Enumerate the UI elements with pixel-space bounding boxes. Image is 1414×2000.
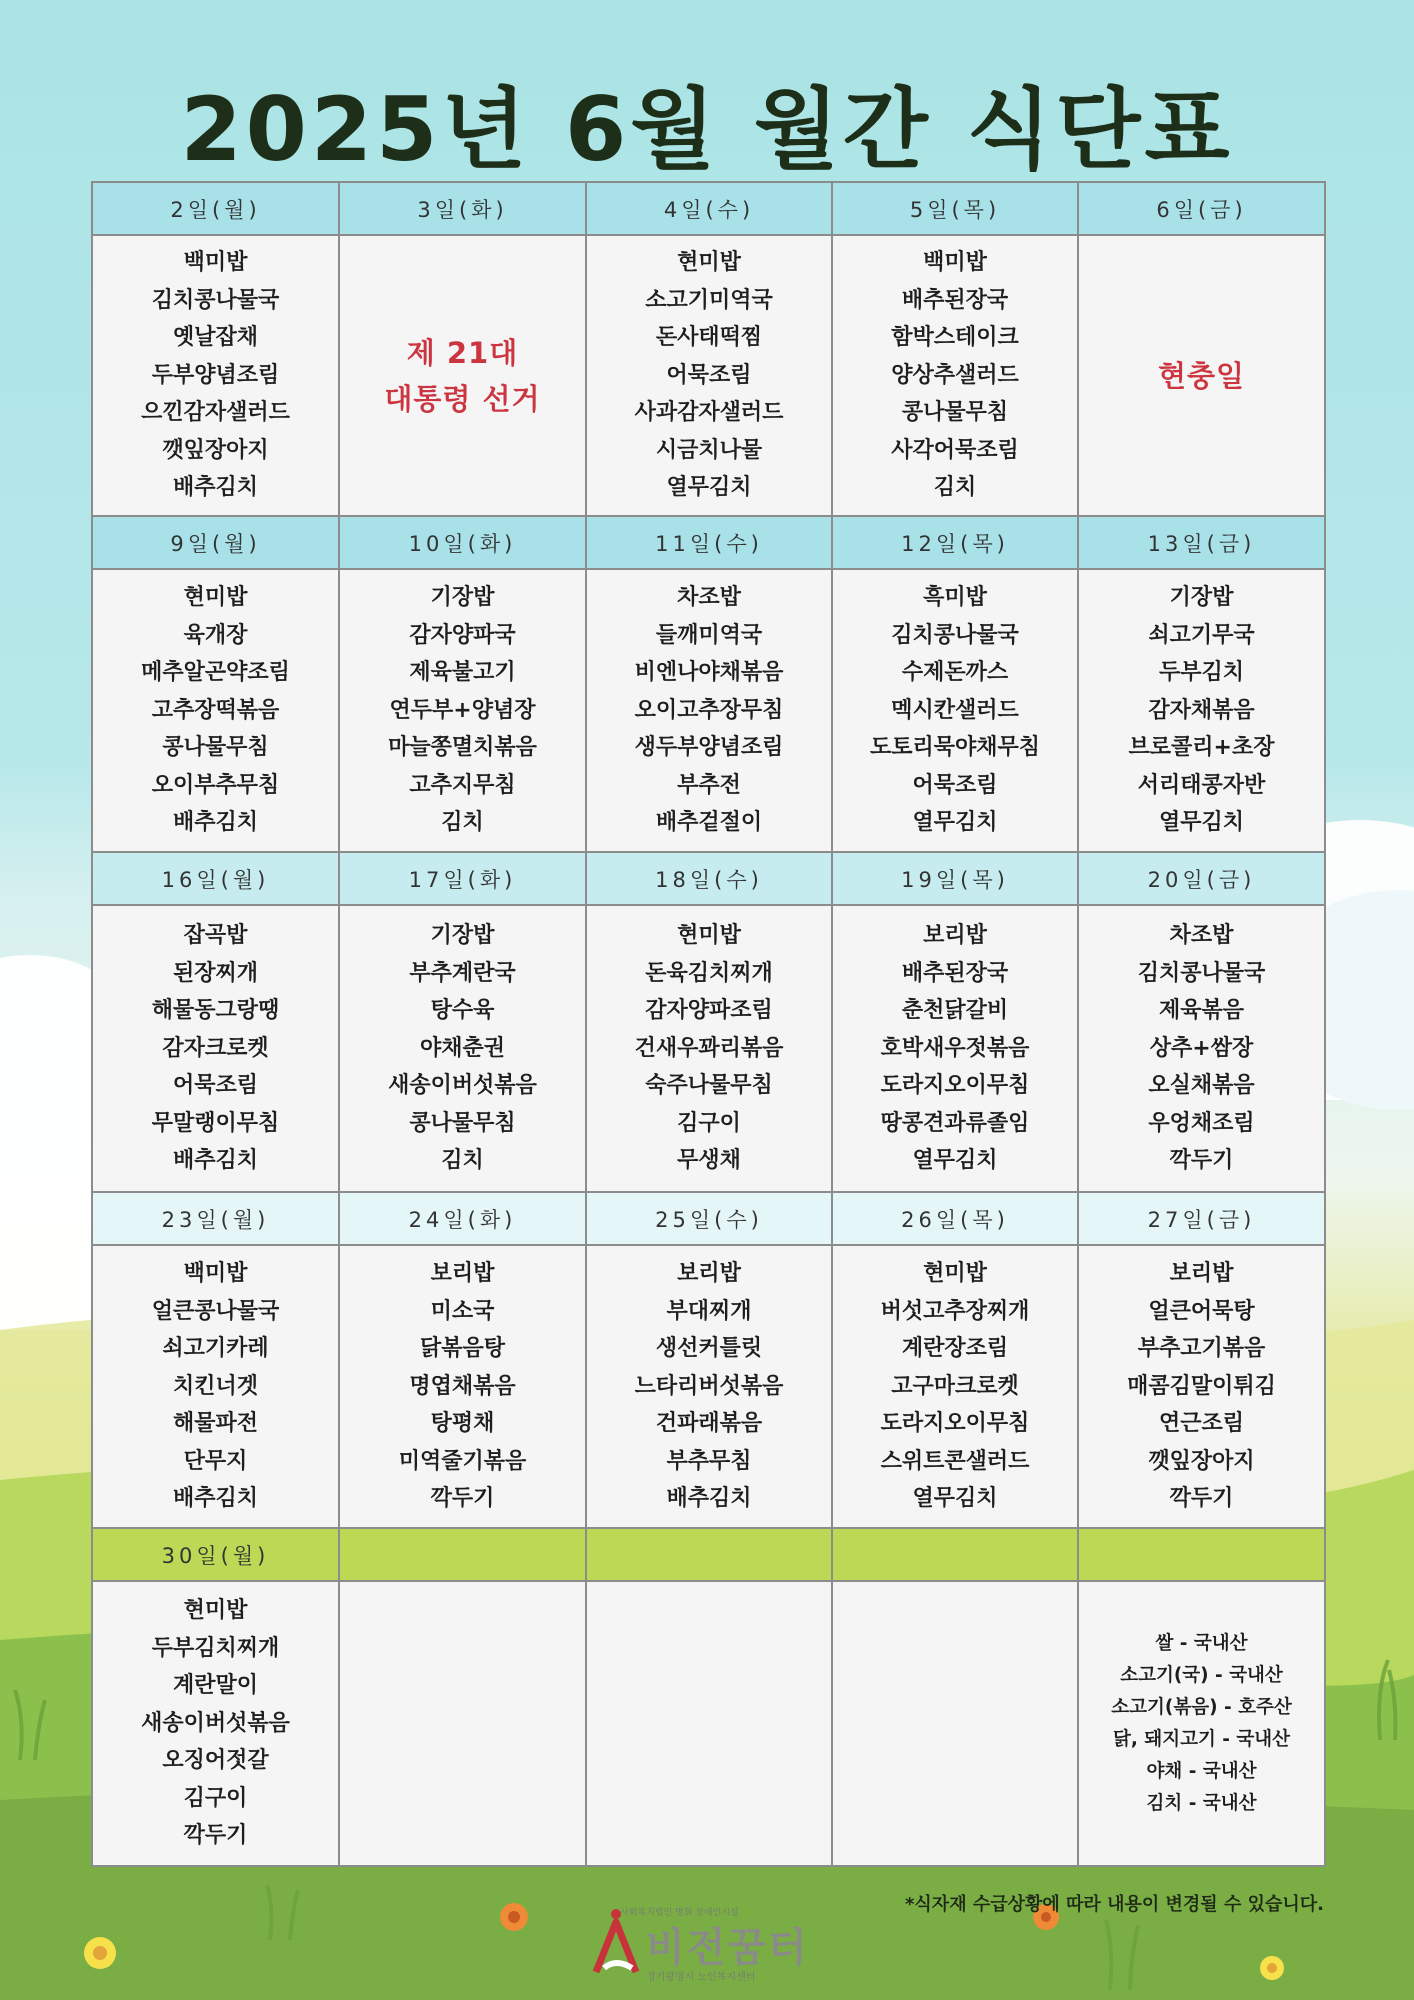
menu-item: 호박새우젓볶음 [880,1035,1030,1061]
menu-item: 김치콩나물국 [1137,960,1266,986]
menu-item: 두부김치찌개 [151,1635,280,1661]
holiday-label: 현충일 [1157,358,1246,393]
menu-item: 백미밥 [923,250,987,276]
menu-item: 탕평채 [430,1411,495,1437]
holiday-cell [339,235,586,516]
menu-item: 함박스테이크 [891,325,1019,351]
day-header: 2일(월) [92,182,339,235]
menu-item: 탕수육 [430,998,495,1024]
day-menu [1078,1245,1325,1528]
menu-item: 연근조림 [1158,1411,1244,1437]
day-menu [832,1245,1078,1528]
menu-item: 흑미밥 [923,585,987,611]
day-menu [586,905,832,1192]
day-menu [832,235,1078,516]
holiday-label: 대통령 선거 [384,381,541,416]
day-header: 26일(목) [832,1192,1078,1245]
menu-item: 감자채볶음 [1148,697,1255,723]
menu-item: 김구이 [183,1785,248,1811]
menu-item: 어묵조림 [666,362,752,388]
menu-item: 육개장 [183,622,248,648]
menu-item: 배추김치 [172,1148,258,1174]
menu-item: 제육불고기 [409,660,516,686]
day-header: 18일(수) [586,852,832,905]
menu-item: 새송이버섯볶음 [388,1073,537,1099]
day-menu [92,1581,339,1866]
menu-item: 오이부추무침 [151,772,280,798]
day-header: 27일(금) [1078,1192,1325,1245]
day-header [586,1528,832,1581]
day-menu [586,1245,832,1528]
menu-item: 백미밥 [183,1261,248,1287]
menu-item: 부대찌개 [666,1298,752,1324]
logo-mark-icon [590,1908,646,1988]
menu-item: 배추된장국 [901,287,1009,313]
menu-item: 된장찌개 [172,960,258,986]
menu-item: 배추김치 [172,810,258,836]
menu-item: 부추고기볶음 [1137,1336,1266,1362]
menu-item: 느타리버섯볶음 [634,1373,784,1399]
menu-item: 차조밥 [1169,923,1234,949]
logo-tagline-top: 사회복지법인 명휘 장애인시설 [620,1908,739,1918]
day-header [832,1528,1078,1581]
day-menu [832,905,1078,1192]
menu-item: 생선커틀릿 [655,1336,763,1362]
menu-item: 스위트콘샐러드 [880,1448,1030,1474]
menu-item: 사각어묵조림 [891,437,1019,463]
menu-item: 김치 [441,1148,484,1174]
menu-item: 도라지오이무침 [880,1411,1030,1437]
day-header: 4일(수) [586,182,832,235]
menu-item: 잡곡밥 [183,923,248,949]
menu-item: 오징어젓갈 [162,1748,269,1774]
menu-item: 열무김치 [1158,810,1244,836]
menu-item: 미소국 [430,1298,495,1324]
menu-item: 돈육김치찌개 [645,960,773,986]
day-menu [832,569,1078,852]
day-menu [586,235,832,516]
day-menu [92,905,339,1192]
menu-item: 배추된장국 [901,960,1009,986]
logo-name: 비전꿈터 [646,1925,809,1971]
menu-item: 계란장조림 [901,1336,1009,1362]
menu-item: 깍두기 [1169,1486,1234,1512]
menu-item: 오실채볶음 [1148,1073,1255,1099]
day-header: 12일(목) [832,516,1078,569]
menu-item: 두부김치 [1158,660,1244,686]
menu-item: 단무지 [183,1448,248,1474]
day-header: 11일(수) [586,516,832,569]
menu-item: 배추겉절이 [655,810,763,836]
day-menu [92,1245,339,1528]
menu-item: 치킨너겟 [172,1373,258,1399]
day-header: 17일(화) [339,852,586,905]
menu-item: 깻잎장아지 [162,437,269,463]
menu-item: 현미밥 [677,250,741,276]
day-header: 25일(수) [586,1192,832,1245]
origin-line: 닭, 돼지고기 - 국내산 [1113,1728,1290,1750]
menu-item: 무말랭이무침 [151,1110,280,1136]
menu-item: 돈사태떡찜 [655,325,763,351]
menu-item: 김치콩나물국 [891,622,1019,648]
day-header: 24일(화) [339,1192,586,1245]
menu-item: 으낀감자샐러드 [141,400,290,426]
menu-item: 상추+쌈장 [1149,1035,1254,1061]
menu-item: 고추장떡볶음 [151,697,280,723]
origin-line: 소고기(국) - 국내산 [1120,1664,1283,1686]
menu-item: 건파래볶음 [655,1411,763,1437]
day-header: 19일(목) [832,852,1078,905]
menu-item: 소고기미역국 [645,287,773,313]
menu-item: 배추김치 [172,475,258,501]
menu-item: 땅콩견과류졸임 [880,1110,1030,1136]
meal-plan-table [91,181,1326,1867]
menu-item: 비엔나야채볶음 [634,660,784,686]
day-menu [586,569,832,852]
menu-item: 옛날잡채 [172,325,258,351]
menu-item: 우엉채조림 [1148,1110,1255,1136]
menu-item: 새송이버섯볶음 [141,1710,290,1736]
menu-item: 두부양념조림 [151,362,280,388]
menu-item: 열무김치 [666,475,752,501]
day-header: 5일(목) [832,182,1078,235]
menu-item: 얼큰어묵탕 [1148,1298,1255,1324]
day-menu [1078,569,1325,852]
menu-item: 어묵조림 [912,772,998,798]
day-header: 13일(금) [1078,516,1325,569]
menu-item: 명엽채볶음 [409,1373,516,1399]
day-header: 23일(월) [92,1192,339,1245]
day-menu [92,569,339,852]
menu-item: 시금치나물 [655,437,763,463]
day-header: 9일(월) [92,516,339,569]
menu-item: 매콤김말이튀김 [1127,1373,1276,1399]
menu-item: 도토리묵야채무침 [869,735,1041,761]
empty-cell [586,1581,832,1866]
day-header: 20일(금) [1078,852,1325,905]
menu-item: 부추계란국 [409,960,516,986]
menu-item: 기장밥 [430,585,495,611]
origin-line: 야채 - 국내산 [1146,1760,1257,1782]
menu-item: 차조밥 [677,585,741,611]
menu-item: 서리태콩자반 [1137,772,1266,798]
menu-item: 김치 [441,810,484,836]
menu-item: 춘천닭갈비 [901,998,1009,1024]
day-header: 3일(화) [339,182,586,235]
day-menu [92,235,339,516]
logo-tagline-bottom: 경기광명시 노인복지센터 [646,1972,756,1983]
menu-item: 건새우꽈리볶음 [634,1035,784,1061]
menu-item: 콩나물무침 [901,400,1009,426]
menu-item: 버섯고추장찌개 [880,1298,1030,1324]
menu-item: 열무김치 [912,1486,998,1512]
day-header: 6일(금) [1078,182,1325,235]
menu-item: 사과감자샐러드 [634,400,784,426]
menu-item: 도라지오이무침 [880,1073,1030,1099]
menu-item: 멕시칸샐러드 [891,697,1019,723]
menu-item: 쇠고기무국 [1148,622,1255,648]
menu-item: 부추전 [677,772,741,798]
menu-item: 보리밥 [430,1261,495,1287]
menu-item: 야채춘권 [419,1035,505,1061]
menu-item: 수제돈까스 [901,660,1009,686]
menu-item: 열무김치 [912,810,998,836]
menu-item: 보리밥 [677,1261,741,1287]
menu-item: 콩나물무침 [409,1110,516,1136]
menu-item: 감자양파국 [409,622,516,648]
menu-item: 감자크로켓 [162,1035,269,1061]
menu-item: 오이고추장무침 [634,697,784,723]
menu-item: 보리밥 [1169,1261,1234,1287]
day-header [339,1528,586,1581]
menu-item: 김구이 [677,1110,741,1136]
menu-item: 해물파전 [172,1411,258,1437]
menu-item: 깍두기 [430,1486,495,1512]
day-menu [339,1245,586,1528]
menu-item: 김치 [933,475,977,501]
menu-item: 마늘쫑멸치볶음 [388,735,537,761]
menu-item: 고구마크로켓 [891,1373,1019,1399]
menu-item: 현미밥 [923,1261,987,1287]
menu-item: 닭볶음탕 [419,1336,505,1362]
menu-item: 고추지무침 [409,772,516,798]
menu-item: 숙주나물무침 [645,1073,773,1099]
day-menu [1078,905,1325,1192]
menu-item: 부추무침 [666,1448,752,1474]
menu-item: 보리밥 [923,923,987,949]
menu-item: 들깨미역국 [655,622,763,648]
menu-item: 미역줄기볶음 [398,1448,527,1474]
day-menu [339,905,586,1192]
menu-item: 현미밥 [183,1598,248,1624]
menu-item: 메추알곤약조림 [141,660,290,686]
menu-item: 열무김치 [912,1148,998,1174]
holiday-cell [1078,235,1325,516]
menu-item: 무생채 [677,1148,741,1174]
day-header: 10일(화) [339,516,586,569]
origin-line: 소고기(볶음) - 호주산 [1111,1696,1292,1718]
holiday-label: 제 21대 [406,335,519,370]
org-logo [590,1900,809,1988]
day-header [1078,1528,1325,1581]
menu-item: 어묵조림 [172,1073,258,1099]
menu-item: 콩나물무침 [162,735,269,761]
menu-item: 깍두기 [183,1823,248,1849]
menu-item: 계란말이 [172,1673,258,1699]
menu-item: 배추김치 [666,1486,752,1512]
menu-item: 기장밥 [430,923,495,949]
page-title: 2025년 6월 월간 식단표 [180,78,1234,181]
menu-item: 감자양파조림 [645,998,773,1024]
menu-item: 양상추샐러드 [891,362,1019,388]
origin-info [1078,1581,1325,1866]
menu-item: 김치콩나물국 [151,287,280,313]
menu-item: 해물동그랑땡 [151,998,280,1024]
menu-item: 깻잎장아지 [1148,1448,1255,1474]
day-header: 16일(월) [92,852,339,905]
menu-item: 기장밥 [1169,585,1234,611]
menu-item: 배추김치 [172,1486,258,1512]
menu-item: 현미밥 [677,923,741,949]
menu-item: 백미밥 [183,250,248,276]
empty-cell [339,1581,586,1866]
empty-cell [832,1581,1078,1866]
day-menu [339,569,586,852]
menu-item: 쇠고기카레 [162,1336,269,1362]
menu-item: 현미밥 [183,585,248,611]
menu-item: 얼큰콩나물국 [151,1298,280,1324]
menu-item: 연두부+양념장 [389,697,536,723]
origin-line: 쌀 - 국내산 [1155,1632,1248,1654]
origin-line: 김치 - 국내산 [1146,1792,1257,1814]
menu-item: 생두부양념조림 [634,735,784,761]
menu-item: 깍두기 [1169,1148,1234,1174]
footnote: *식자재 수급상황에 따라 내용이 변경될 수 있습니다. [905,1894,1324,1915]
menu-item: 브로콜리+초장 [1128,735,1275,761]
menu-item: 제육볶음 [1158,998,1244,1024]
day-header: 30일(월) [92,1528,339,1581]
